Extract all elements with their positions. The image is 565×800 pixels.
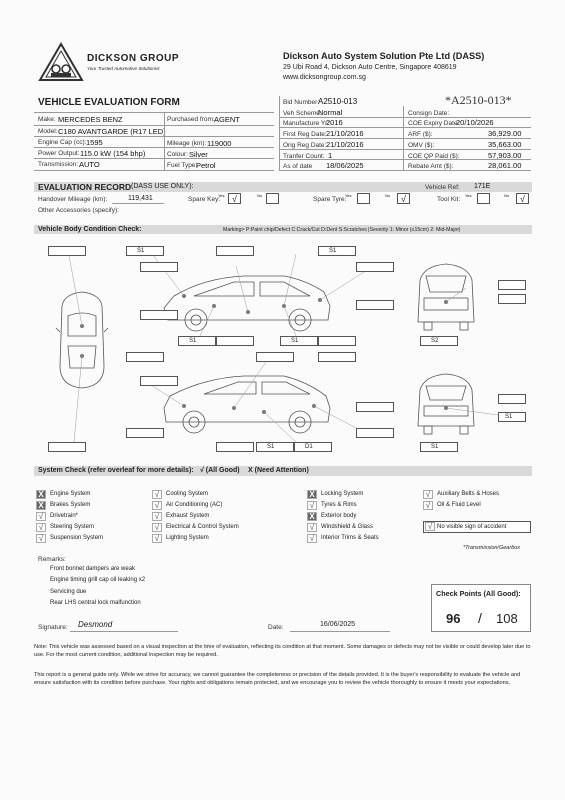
car-side-view-top — [164, 276, 330, 331]
mark-label: S2 — [431, 338, 439, 344]
mark-box[interactable] — [356, 300, 394, 310]
spare-key-label: Spare Key: — [188, 196, 221, 203]
check-electrical-label: Electrical & Control System — [166, 524, 239, 530]
check-oil-label: Oil & Fluid Level — [437, 502, 481, 508]
mark-box-s1[interactable] — [420, 442, 458, 452]
rebate-label: Rebate Amt ($): — [408, 163, 454, 170]
mileage-label: Mileage (km): — [167, 140, 207, 147]
model-label: Model: — [38, 128, 58, 135]
mark-box[interactable] — [498, 280, 526, 290]
transfer-value: 1 — [328, 151, 333, 160]
check-locking[interactable]: X — [307, 490, 317, 499]
company-logo — [38, 42, 84, 82]
spare-tyre-yes-box[interactable] — [357, 193, 370, 204]
mark-box[interactable] — [356, 262, 394, 272]
mark-label: S1 — [137, 248, 145, 254]
mark-box[interactable] — [48, 442, 86, 452]
check-brakes[interactable]: X — [36, 501, 46, 510]
mark-box[interactable] — [126, 428, 164, 438]
power-label: Power Output: — [38, 150, 80, 157]
tool-kit-no-box[interactable] — [516, 193, 529, 204]
arf-label: ARF ($): — [408, 131, 433, 138]
omv-label: OMV ($): — [408, 142, 435, 149]
handover-label: Handover Mileage (km): — [38, 196, 108, 203]
orig-reg-label: Orig Reg Date: — [283, 142, 327, 149]
manuf-label: Manufacture Yr: — [283, 120, 330, 127]
mark-box[interactable] — [498, 394, 526, 404]
bid-stamp: *A2510-013* — [445, 93, 512, 107]
fuel-label: Fuel Type: — [167, 162, 198, 169]
tool-kit-yes-box[interactable] — [477, 193, 490, 204]
vehicle-ref-value: 171E — [474, 183, 491, 190]
coe-expiry-label: COE Expiry Date: — [408, 120, 460, 127]
check-belts-label: Auxiliary Belts & Hoses — [437, 491, 500, 497]
check-points-good: 96 — [446, 611, 461, 626]
check-oil[interactable]: √ — [423, 501, 433, 510]
body-check-title: Vehicle Body Condition Check: — [38, 226, 142, 233]
spare-key-yes-label: Yes — [218, 193, 225, 198]
spare-tyre-no-label: No — [385, 193, 391, 198]
car-rear-view-bottom — [418, 374, 474, 434]
check-lighting[interactable]: √ — [152, 534, 162, 543]
car-top-view — [56, 292, 108, 388]
check-steering-label: Steering System — [50, 524, 95, 530]
mileage-value: 119000 — [207, 139, 232, 148]
check-exterior-label: Exterior body — [321, 513, 357, 519]
arf-value: 36,929.00 — [488, 129, 522, 138]
check-cooling[interactable]: √ — [152, 490, 162, 499]
vehicle-diagram — [34, 236, 534, 464]
rebate-value: 28,061.00 — [488, 161, 522, 170]
scheme-value: Normal — [318, 108, 343, 117]
spare-tyre-tick: √ — [401, 194, 406, 204]
note-visual-inspection: Note: This vehicle was assessed based on a visual inspection at the time of evaluation, reflecting its condition at that moment. Some damages or defects may not be visible or could develop later due to use. For the most current condition, additional inspection may be required. — [34, 644, 531, 658]
system-check-legend-attn: X (Need Attention) — [248, 467, 309, 474]
mark-label: S1 — [189, 338, 197, 344]
check-windshield-label: Windshield & Glass — [321, 524, 374, 530]
signature-label: Signature: — [38, 624, 68, 631]
mark-box-s2[interactable] — [420, 336, 458, 346]
handover-value: 119,431 — [128, 195, 153, 202]
transmission-footnote: *Transmission/Gearbox — [463, 545, 521, 551]
mark-box[interactable] — [356, 428, 394, 438]
car-front-view-top — [418, 264, 474, 330]
check-exhaust-label: Exhaust System — [166, 513, 210, 519]
mark-box[interactable] — [318, 352, 356, 362]
mark-box[interactable] — [216, 246, 254, 256]
bid-number-value: A2510-013 — [318, 97, 358, 106]
scheme-label: Veh Scheme: — [283, 110, 322, 117]
mark-label: S1 — [291, 338, 299, 344]
mark-box-s1[interactable] — [178, 336, 216, 346]
dickson-logo-icon — [38, 42, 84, 82]
colour-label: Colour: — [167, 151, 188, 158]
coe-qp-value: 57,903.00 — [488, 151, 522, 160]
check-accident[interactable]: √ — [425, 522, 435, 531]
check-belts[interactable]: √ — [423, 490, 433, 499]
model-value: C180 AVANTGARDE (R17 LED) — [58, 127, 166, 136]
check-points-slash: / — [478, 610, 482, 626]
mark-label: S1 — [267, 444, 275, 450]
transmission-value: AUTO — [79, 160, 100, 169]
check-engine[interactable]: X — [36, 490, 46, 499]
coe-expiry-value: 20/10/2026 — [456, 118, 494, 127]
mark-box-s1[interactable] — [280, 336, 318, 346]
vehicle-ref-label: Vehicle Ref: — [425, 184, 460, 191]
engine-label: Engine Cap (cc): — [38, 139, 87, 146]
spare-key-yes-box[interactable] — [228, 193, 241, 204]
check-drivetrain[interactable]: √ — [36, 512, 46, 521]
mark-box[interactable] — [48, 246, 86, 256]
mark-box[interactable] — [318, 336, 356, 346]
consign-label: Consign Date: — [408, 110, 450, 117]
mark-box[interactable] — [256, 352, 294, 362]
purchased-value: AGENT — [214, 115, 240, 124]
first-reg-value: 21/10/2016 — [326, 129, 364, 138]
check-steering[interactable]: √ — [36, 523, 46, 532]
mark-box[interactable] — [216, 336, 254, 346]
mark-box[interactable] — [140, 310, 178, 320]
bid-number-label: Bid Number: — [283, 99, 320, 106]
check-ac[interactable]: √ — [152, 501, 162, 510]
check-suspension[interactable]: √ — [36, 534, 46, 543]
check-windshield[interactable]: √ — [307, 523, 317, 532]
spare-tyre-yes-label: Yes — [345, 193, 352, 198]
company-address: 29 Ubi Road 4, Dickson Auto Centre, Singapore 408619 — [283, 64, 457, 71]
other-accessories-label: Other Accessories (specify): — [38, 207, 119, 214]
check-brakes-label: Brakes System — [50, 502, 91, 508]
check-cooling-label: Cooling System — [166, 491, 209, 497]
mark-label: S1 — [329, 248, 337, 254]
coe-qp-label: COE QP Paid ($): — [408, 153, 460, 160]
check-interior[interactable]: √ — [307, 534, 317, 543]
check-engine-label: Engine System — [50, 491, 91, 497]
company-name: Dickson Auto System Solution Pte Ltd (DASS) — [283, 51, 485, 61]
check-exhaust[interactable]: √ — [152, 512, 162, 521]
mark-box[interactable] — [126, 352, 164, 362]
mark-box[interactable] — [140, 262, 178, 272]
system-check-legend-good: √ (All Good) — [200, 467, 240, 474]
spare-key-no-label: No — [257, 193, 263, 198]
remark-line: Front bonnet dampers are weak — [50, 566, 136, 572]
mark-box[interactable] — [140, 376, 178, 386]
check-suspension-label: Suspension System — [50, 535, 104, 541]
check-exterior[interactable]: X — [307, 512, 317, 521]
car-side-view-bottom — [164, 376, 330, 433]
check-accident-label: No visible sign of accident — [437, 524, 507, 530]
asof-value: 18/06/2025 — [326, 161, 364, 170]
first-reg-label: First Reg Date: — [283, 131, 327, 138]
evaluation-title: EVALUATION RECORD — [38, 182, 132, 192]
colour-value: Silver — [189, 150, 208, 159]
check-tyres[interactable]: √ — [307, 501, 317, 510]
check-drivetrain-label: Drivetrain* — [50, 513, 79, 519]
purchased-label: Purchased from: — [167, 116, 215, 123]
logo-name: DICKSON GROUP — [87, 53, 180, 64]
mark-box-s1[interactable] — [498, 412, 526, 422]
spare-key-tick: √ — [232, 194, 237, 204]
mark-box-s1[interactable] — [256, 442, 294, 452]
check-tyres-label: Tyres & Rims — [321, 502, 357, 508]
remark-line: Engine timing grill cap oil leaking x2 — [50, 577, 146, 583]
spare-tyre-label: Spare Tyre: — [313, 196, 347, 203]
omv-value: 35,663.00 — [488, 140, 522, 149]
spare-key-no-box[interactable] — [266, 193, 279, 204]
mark-label: D1 — [305, 444, 313, 450]
transfer-label: Tranfer Count: — [283, 153, 325, 160]
manuf-value: 2016 — [326, 118, 343, 127]
date-label: Date: — [268, 624, 284, 631]
system-check-title: System Check (refer overleaf for more details): — [38, 467, 194, 474]
check-interior-label: Interior Trims & Seats — [321, 535, 379, 541]
check-locking-label: Locking System — [321, 491, 364, 497]
form-title: VEHICLE EVALUATION FORM — [38, 97, 180, 108]
make-value: MERCEDES BENZ — [58, 115, 123, 124]
asof-label: As of date — [283, 163, 313, 170]
mark-box[interactable] — [498, 294, 526, 304]
tool-kit-no-label: No — [504, 193, 510, 198]
mark-label: S1 — [431, 444, 439, 450]
tool-kit-label: Tool Kit: — [437, 196, 461, 203]
date-value: 16/06/2025 — [320, 621, 356, 628]
note-general-guide: This report is a general guide only. While we strive for accuracy, we cannot guarantee the completeness or precision of the details provided. It is the buyer's responsibility to evaluate the vehicle and ensure satisfaction with its condition before purchase. Your rights and obligations remain protected, and we encourage you to review the vehicle thoroughly to ensure it meets your expectations. — [34, 672, 521, 686]
orig-reg-value: 21/10/2016 — [326, 140, 364, 149]
check-lighting-label: Lighting System — [166, 535, 209, 541]
mark-box-d1[interactable] — [294, 442, 332, 452]
tool-kit-tick: √ — [520, 194, 525, 204]
spare-tyre-no-box[interactable] — [397, 193, 410, 204]
leader-lines — [68, 250, 506, 442]
mark-box-s1[interactable] — [318, 246, 356, 256]
remark-line: Servicing due — [50, 589, 87, 595]
remarks-label: Remarks: — [38, 556, 66, 563]
evaluation-subtitle: (DASS USE ONLY): — [131, 183, 194, 190]
power-value: 115.0 kW (154 bhp) — [80, 149, 146, 158]
transmission-label: Transmission: — [38, 161, 79, 168]
fuel-value: Petrol — [196, 161, 216, 170]
mark-label: S1 — [505, 414, 513, 420]
mark-box[interactable] — [216, 442, 254, 452]
check-points-label: Check Points (All Good): — [436, 589, 521, 598]
make-label: Make: — [38, 116, 56, 123]
check-points-total: 108 — [496, 611, 518, 626]
check-electrical[interactable]: √ — [152, 523, 162, 532]
tool-kit-yes-label: Yes — [465, 193, 472, 198]
remark-line: Rear LHS central lock malfunction — [50, 600, 141, 606]
logo-tagline: Your Trusted Automotive Solutionist — [87, 66, 160, 71]
signature-value: Desmond — [78, 620, 113, 629]
mark-box-s1[interactable] — [126, 246, 164, 256]
check-ac-label: Air Conditioning (AC) — [166, 502, 223, 508]
company-website: www.dicksongroup.com.sg — [283, 74, 366, 81]
mark-box[interactable] — [356, 402, 394, 412]
engine-value: 1595 — [86, 138, 103, 147]
body-check-legend: Marking> P:Paint chip/Defect C:Crack/Cut D:Dent S:Scratches |Severity 1: Minor (≤15cm) 2: Mid-Major| — [223, 227, 461, 233]
